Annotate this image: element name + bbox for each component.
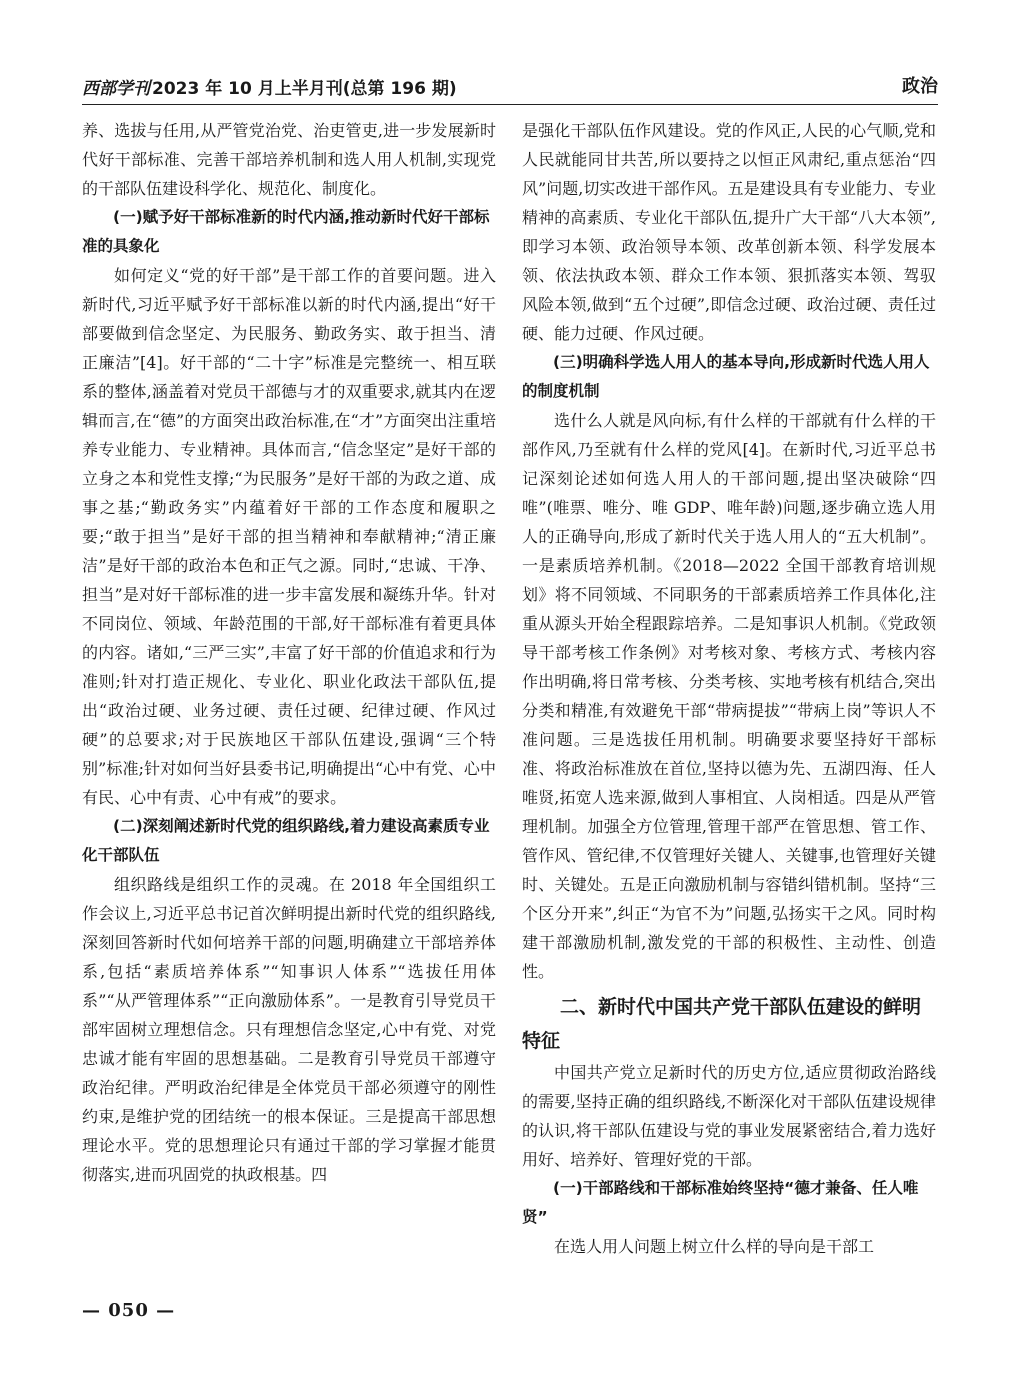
paragraph: 中国共产党立足新时代的历史方位,适应贯彻政治路线的需要,坚持正确的组织路线,不断深化对干部队伍建设规律的认识,将干部队伍建设与党的事业发展紧密结合,着力选好用好、培养好、管理好党的干部。 xyxy=(522,1063,936,1169)
section-label: 政治 xyxy=(902,76,938,97)
right-column xyxy=(522,116,936,1261)
left-column xyxy=(82,116,496,1189)
running-header xyxy=(82,70,938,100)
journal-info xyxy=(82,74,457,99)
paragraph: 组织路线是组织工作的灵魂。在 2018 年全国组织工作会议上,习近平总书记首次鲜明提出新时代党的组织路线,深刻回答新时代如何培养干部的问题,明确建立干部培养体系,包括“素质培养体系”“知事识人体系”“选拔任用体系”“从严管理体系”“正向激励体系”。一是教育引导党员干部牢固树立理想信念。只有理想信念坚定,心中有党、对党忠诚才能有牢固的思想基础。二是教育引导党员干部遵守政治纪律。严明政治纪律是全体党员干部必须遵守的刚性约束,是维护党的团结统一的根本保证。三是提高干部思想理论水平。党的思想理论只有通过干部的学习掌握才能贯彻落实,进而巩固党的执政根基。四 xyxy=(82,875,496,1184)
paragraph: 在选人用人问题上树立什么样的导向是干部工 xyxy=(554,1237,875,1256)
subheading: (三)明确科学选人用人的基本导向,形成新时代选人用人的制度机制 xyxy=(522,353,930,400)
header-rule xyxy=(82,104,938,105)
paragraph: 养、选拔与任用,从严管党治党、治吏管吏,进一步发展新时代好干部标准、完善干部培养机制和选人用人机制,实现党的干部队伍建设科学化、规范化、制度化。 xyxy=(82,121,496,198)
section-heading: 二、新时代中国共产党干部队伍建设的鲜明特征 xyxy=(522,996,922,1052)
paragraph: 如何定义“党的好干部”是干部工作的首要问题。进入新时代,习近平赋予好干部标准以新的时代内涵,提出“好干部要做到信念坚定、为民服务、勤政务实、敢于担当、清正廉洁”[4]。好干部的“二十字”标准是完整统一、相互联系的整体,涵盖着对党员干部德与才的双重要求,就其内在逻辑而言,在“德”的方面突出政治标准,在“才”方面突出注重培养专业能力、专业精神。具体而言,“信念坚定”是好干部的立身之本和党性支撑;“为民服务”是好干部的为政之道、成事之基;“勤政务实”内蕴着好干部的工作态度和履职之要;“敢于担当”是好干部的担当精神和奉献精神;“清正廉洁”是好干部的政治本色和正气之源。同时,“忠诚、干净、担当”是对好干部标准的进一步丰富发展和凝练升华。针对不同岗位、领域、年龄范围的干部,好干部标准有着更具体的内容。诸如,“三严三实”,丰富了好干部的价值追求和行为准则;针对打造正规化、专业化、职业化政法干部队伍,提出“政治过硬、业务过硬、责任过硬、纪律过硬、作风过硬”的总要求;对于民族地区干部队伍建设,强调“三个特别”标准;针对如何当好县委书记,明确提出“心中有党、心中有民、心中有责、心中有戒”的要求。 xyxy=(82,266,496,807)
page-number: — 050 — xyxy=(82,1300,176,1321)
paragraph: 是强化干部队伍作风建设。党的作风正,人民的心气顺,党和人民就能同甘共苦,所以要持之以恒正风肃纪,重点惩治“四风”问题,切实改进干部作风。五是建设具有专业能力、专业精神的高素质、专业化干部队伍,提升广大干部“八大本领”,即学习本领、政治领导本领、改革创新本领、科学发展本领、依法执政本领、群众工作本领、狠抓落实本领、驾驭风险本领,做到“五个过硬”,即信念过硬、政治过硬、责任过硬、能力过硬、作风过硬。 xyxy=(522,121,936,343)
paragraph: 选什么人就是风向标,有什么样的干部就有什么样的干部作风,乃至就有什么样的党风[4]。在新时代,习近平总书记深刻论述如何选人用人的干部问题,提出坚决破除“四唯”(唯票、唯分、唯 GDP、唯年龄)问题,逐步确立选人用人的正确导向,形成了新时代关于选人用人的“五大机制”。一是素质培养机制。《2018—2022 全国干部教育培训规划》将不同领域、不同职务的干部素质培养工作具体化,注重从源头开始全程跟踪培养。二是知事识人机制。《党政领导干部考核工作条例》对考核对象、考核方式、考核内容作出明确,将日常考核、分类考核、实地考核有机结合,突出分类和精准,有效避免干部“带病提拔”“带病上岗”等识人不准问题。三是选拔任用机制。明确要求要坚持好干部标准、将政治标准放在首位,坚持以德为先、五湖四海、任人唯贤,拓宽人选来源,做到人事相宜、人岗相适。四是从严管理机制。加强全方位管理,管理干部严在管思想、管工作、管作风、管纪律,不仅管理好关键人、关键事,也管理好关键时、关键处。五是正向激励机制与容错纠错机制。坚持“三个区分开来”,纠正“为官不为”问题,弘扬实干之风。同时构建干部激励机制,激发党的干部的积极性、主动性、创造性。 xyxy=(522,411,936,981)
subheading: (二)深刻阐述新时代党的组织路线,着力建设高素质专业化干部队伍 xyxy=(82,817,490,864)
subheading: (一)赋予好干部标准新的时代内涵,推动新时代好干部标准的具象化 xyxy=(82,208,490,255)
journal-logo: 西部学刊 xyxy=(82,79,150,99)
subheading: (一)干部路线和干部标准始终坚持“德才兼备、任人唯贤” xyxy=(522,1179,919,1226)
issue-label: 2023 年 10 月上半月刊(总第 196 期) xyxy=(152,79,457,99)
